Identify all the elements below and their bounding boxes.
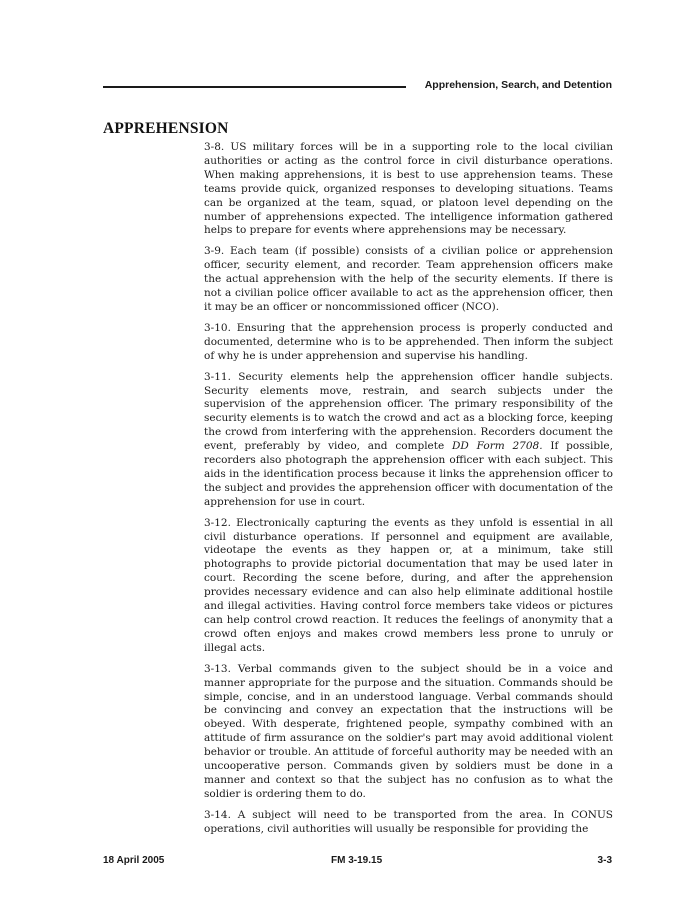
- header-rule: [103, 86, 406, 88]
- paragraph-3-8: 3-8. US military forces will be in a supporting role to the local civilian authorities or acting as the control force in civil disturbance operations. When making apprehensions, it is best to use apprehension teams. These teams provide quick, organized responses to developing situations. Teams can be organized at the team, squad, or platoon level depending on the number of apprehensions expected. The intelligence information gathered helps to prepare for events where apprehensions may be necessary.: [204, 141, 613, 237]
- paragraph-3-12: 3-12. Electronically capturing the events as they unfold is essential in all civil disturbance operations. If personnel and equipment are available, videotape the events as they happen or, at a minimum, take still photographs to provide pictorial documentation that may be used later in court. Recording the scene before, during, and after the apprehension provides necessary evidence and can also help eliminate additional hostile and illegal activities. Having control force members take videos or pictures can help control crowd reaction. It reduces the feelings of anonymity that a crowd often enjoys and makes crowd members less prone to unruly or illegal acts.: [204, 516, 613, 654]
- section-title: APPREHENSION: [103, 120, 229, 137]
- form-reference: DD Form 2708.: [452, 440, 543, 453]
- paragraph-3-13: 3-13. Verbal commands given to the subject should be in a voice and manner appropriate for the purpose and the situation. Commands should be simple, concise, and in an understood language. Verbal commands should be convincing and convey an expectation that the instructions will be obeyed. With desperate, frightened people, sympathy combined with an attitude of firm assurance on the soldier's part may avoid additional violent behavior or trouble. An attitude of forceful authority may be needed with an uncooperative person. Commands given by soldiers must be done in a manner and context so that the subject has no confusion as to what the soldier is ordering them to do.: [204, 662, 613, 800]
- footer-manual-number: FM 3-19.15: [331, 855, 383, 866]
- paragraph-3-9: 3-9. Each team (if possible) consists of a civilian police or apprehension officer, security element, and recorder. Team apprehension officers make the actual apprehension with the help of the security elements. If there is not a civilian police officer available to act as the apprehension officer, then it may be an officer or noncommissioned officer (NCO).: [204, 245, 613, 313]
- footer-date: 18 April 2005: [103, 855, 165, 866]
- paragraph-3-11: [204, 371, 613, 510]
- paragraph-3-10: 3-10. Ensuring that the apprehension process is properly conducted and documented, determine who is to be apprehended. Then inform the subject of why he is under apprehension and supervise his handling.: [204, 321, 613, 362]
- body-text: [204, 141, 613, 844]
- paragraph-3-14: 3-14. A subject will need to be transported from the area. In CONUS operations, civil authorities will usually be responsible for providing the: [204, 808, 613, 835]
- paragraph-3-11-text-end: If possible, recorders also photograph the apprehension officer with each subject. This aids in the identification process because it links the apprehension officer to the subject and provides the apprehension officer with documentation of the apprehension for use in court.: [204, 440, 613, 508]
- footer-page-number: 3-3: [597, 855, 612, 866]
- running-head: Apprehension, Search, and Detention: [424, 79, 612, 91]
- paragraph-3-11-text-start: 3-11. Security elements help the apprehension officer handle subjects. Security elements move, restrain, and search subjects under the supervision of the apprehension officer. The primary responsibility of the security elements is to watch the crowd and act as a blocking force, keeping the crowd from interfering with the apprehension. Recorders document the event, preferably by video, and complete: [204, 370, 613, 453]
